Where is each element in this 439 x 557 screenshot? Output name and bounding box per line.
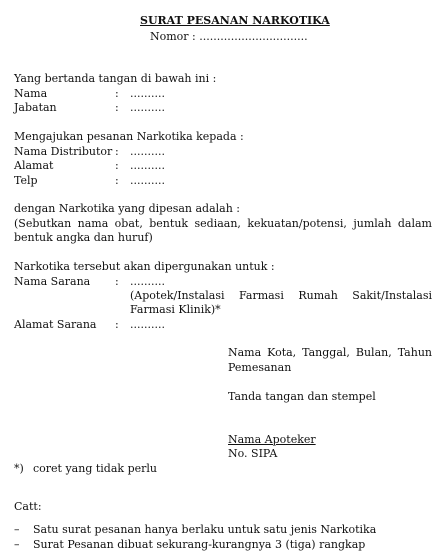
document-title: SURAT PESANAN NARKOTIKA — [140, 14, 330, 27]
field-value-nama-sarana: .......... — [130, 275, 165, 288]
field-colon: : — [115, 145, 119, 158]
field-label-alamat-sarana: Alamat Sarana — [14, 318, 97, 331]
field-value-telp: .......... — [130, 174, 165, 187]
note-bullet: – — [14, 523, 20, 536]
place-date-line2: Pemesanan — [228, 361, 292, 374]
field-value-jabatan: .......... — [130, 101, 165, 114]
sarana-hint-line2: Farmasi Klinik)* — [130, 303, 221, 316]
field-value-nama: .......... — [130, 87, 165, 100]
order-note-line2: bentuk angka dan huruf) — [14, 231, 153, 244]
field-label-nama-sarana: Nama Sarana — [14, 275, 91, 288]
usage-intro: Narkotika tersebut akan dipergunakan untuk : — [14, 260, 275, 273]
field-value-alamat: .......... — [130, 159, 165, 172]
field-colon: : — [115, 159, 119, 172]
note-item: Satu surat pesanan hanya berlaku untuk satu jenis Narkotika — [33, 523, 377, 536]
footnote-text: coret yang tidak perlu — [33, 462, 157, 475]
signature-label: Tanda tangan dan stempel — [228, 390, 376, 403]
notes-heading: Catt: — [14, 500, 42, 513]
distributor-intro: Mengajukan pesanan Narkotika kepada : — [14, 130, 244, 143]
order-note-line1: (Sebutkan nama obat, bentuk sediaan, kekuatan/potensi, jumlah dalam — [14, 217, 432, 230]
nomor-line: Nomor : ............................... — [150, 30, 308, 43]
sarana-hint-line1: (Apotek/Instalasi Farmasi Rumah Sakit/Instalasi — [130, 289, 432, 302]
signatory-intro: Yang bertanda tangan di bawah ini : — [14, 72, 217, 85]
footnote-mark: *) — [14, 462, 24, 475]
field-colon: : — [115, 87, 119, 100]
sipa-number: No. SIPA — [228, 447, 278, 460]
field-label-telp: Telp — [14, 174, 38, 187]
field-colon: : — [115, 174, 119, 187]
field-label-alamat: Alamat — [14, 159, 54, 172]
field-colon: : — [115, 318, 119, 331]
field-colon: : — [115, 101, 119, 114]
place-date-line1: Nama Kota, Tanggal, Bulan, Tahun — [228, 346, 432, 359]
note-bullet: – — [14, 538, 20, 551]
field-colon: : — [115, 275, 119, 288]
apoteker-name: Nama Apoteker — [228, 433, 316, 446]
field-label-jabatan: Jabatan — [14, 101, 57, 114]
order-intro: dengan Narkotika yang dipesan adalah : — [14, 202, 241, 215]
note-item: Surat Pesanan dibuat sekurang-kurangnya 3 (tiga) rangkap — [33, 538, 366, 551]
field-value-alamat-sarana: .......... — [130, 318, 165, 331]
field-label-nama-distributor: Nama Distributor — [14, 145, 113, 158]
field-label-nama: Nama — [14, 87, 48, 100]
field-value-nama-distributor: .......... — [130, 145, 165, 158]
